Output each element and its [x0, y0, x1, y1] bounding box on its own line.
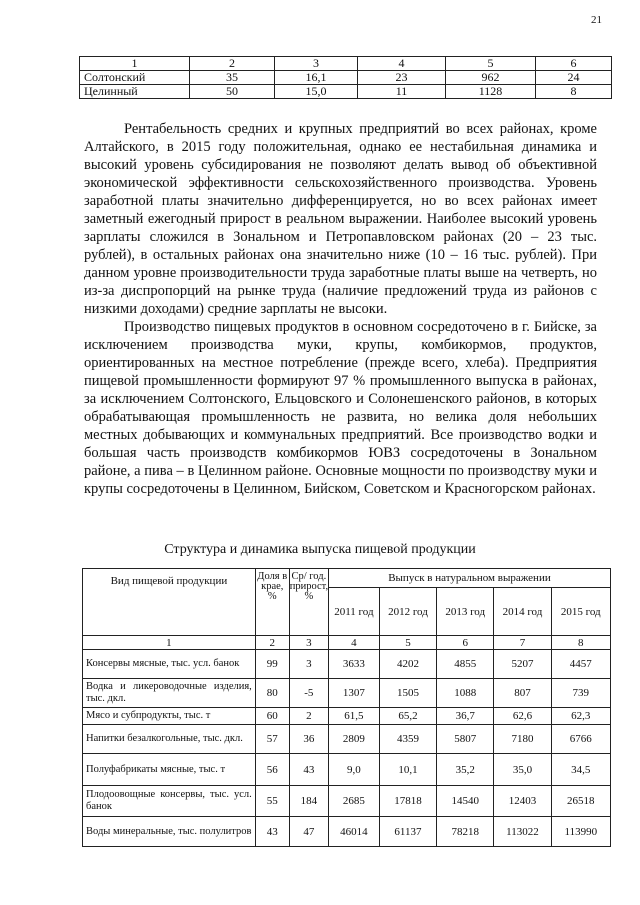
- value-cell: 9,0: [328, 754, 379, 786]
- product-cell: Мясо и субпродукты, тыс. т: [83, 708, 256, 725]
- table-cell: 8: [536, 85, 612, 99]
- value-cell: 4855: [437, 650, 494, 679]
- body-text: [84, 120, 597, 498]
- growth-cell: 47: [289, 817, 328, 847]
- top-table-header-cell: 6: [536, 57, 612, 71]
- value-cell: 34,5: [551, 754, 610, 786]
- share-cell: 57: [255, 725, 289, 754]
- header-year: 2012 год: [379, 588, 436, 636]
- value-cell: 1505: [379, 679, 436, 708]
- header-year: 2014 год: [494, 588, 551, 636]
- column-number: 1: [83, 636, 256, 650]
- table-cell: Солтонский: [80, 71, 190, 85]
- value-cell: 61137: [379, 817, 436, 847]
- value-cell: 35,2: [437, 754, 494, 786]
- table-cell: 23: [358, 71, 446, 85]
- column-number: 7: [494, 636, 551, 650]
- page-number: 21: [591, 14, 602, 26]
- value-cell: 61,5: [328, 708, 379, 725]
- product-cell: Плодоовощные консервы, тыс. усл. банок: [83, 786, 256, 817]
- value-cell: 10,1: [379, 754, 436, 786]
- column-number: 3: [289, 636, 328, 650]
- value-cell: 4359: [379, 725, 436, 754]
- value-cell: 65,2: [379, 708, 436, 725]
- table-row: [83, 708, 611, 725]
- value-cell: 4202: [379, 650, 436, 679]
- header-output: Выпуск в натуральном выражении: [328, 569, 610, 588]
- growth-cell: 43: [289, 754, 328, 786]
- growth-cell: 36: [289, 725, 328, 754]
- column-number: 6: [437, 636, 494, 650]
- value-cell: 739: [551, 679, 610, 708]
- value-cell: 4457: [551, 650, 610, 679]
- value-cell: 807: [494, 679, 551, 708]
- table-row: [83, 650, 611, 679]
- value-cell: 3633: [328, 650, 379, 679]
- table-cell: 11: [358, 85, 446, 99]
- growth-cell: 3: [289, 650, 328, 679]
- share-cell: 43: [255, 817, 289, 847]
- table-title: Структура и динамика выпуска пищевой продукции: [164, 542, 476, 557]
- value-cell: 113022: [494, 817, 551, 847]
- paragraph: Производство пищевых продуктов в основном сосредоточено в г. Бийске, за исключением производства муки, крупы, комбикормов, продуктов, ориентированных на местное потребление (прежде всего, хлеба). Предприятия пищевой промышленности формируют 97 % промышленного выпуска в районах, за исключением Солтонского, Ельцовского и Солонешенского районов, в которых обрабатывающая промышленность не развита, но велика доля небольших местных добывающих и коммунальных предприятий. Все производство водки и большая часть производств комбикормов ЮВЗ сосредоточены в Зональном районе, а пива – в Целинном районе. Основные мощности по производству муки и крупы сосредоточены в Целинном, Бийском, Советском и Красногорском районах.: [84, 319, 597, 497]
- column-number: 2: [255, 636, 289, 650]
- value-cell: 1307: [328, 679, 379, 708]
- value-cell: 46014: [328, 817, 379, 847]
- header-year: 2011 год: [328, 588, 379, 636]
- paragraph: Рентабельность средних и крупных предприятий во всех районах, кроме Алтайского, в 2015 году положительная, однако ее нестабильная динамика и высокий уровень субсидирования не позволяют делать вывод об объективной экономической эффективности сельскохозяйственного производства. Уровень заработной платы значительно дифференцируется, но во всех районах имеет заметный ежегодный прирост в реальном выражении. Наиболее высокий уровень зарплаты сложился в Зональном и Петропавловском районах (20 – 23 тыс. рублей), в остальных районах она значительно ниже (10 – 16 тыс. рублей). При данном уровне производительности труда заработные платы выше на четверть, но из-за диспропорций на рынке труда (наличие предложений труда из районов с низкими доходами) средние зарплаты не высоки.: [84, 121, 597, 317]
- value-cell: 113990: [551, 817, 610, 847]
- growth-cell: 184: [289, 786, 328, 817]
- value-cell: 36,7: [437, 708, 494, 725]
- value-cell: 35,0: [494, 754, 551, 786]
- table-cell: Целинный: [80, 85, 190, 99]
- top-table-header-cell: 3: [275, 57, 358, 71]
- product-cell: Водка и ликероводочные изделия, тыс. дкл.: [83, 679, 256, 708]
- production-table: [82, 568, 611, 847]
- share-cell: 99: [255, 650, 289, 679]
- table-cell: 16,1: [275, 71, 358, 85]
- value-cell: 12403: [494, 786, 551, 817]
- table-row: [83, 725, 611, 754]
- column-number: 8: [551, 636, 610, 650]
- product-cell: Полуфабрикаты мясные, тыс. т: [83, 754, 256, 786]
- top-table-header-row: [80, 57, 612, 71]
- header-product: Вид пищевой продукции: [83, 569, 256, 636]
- table-cell: 1128: [446, 85, 536, 99]
- table-cell: 24: [536, 71, 612, 85]
- value-cell: 6766: [551, 725, 610, 754]
- table-cell: 35: [190, 71, 275, 85]
- table-cell: 962: [446, 71, 536, 85]
- value-cell: 78218: [437, 817, 494, 847]
- column-number: 4: [328, 636, 379, 650]
- column-number-row: [83, 636, 611, 650]
- value-cell: 62,3: [551, 708, 610, 725]
- table-row: [83, 679, 611, 708]
- share-cell: 80: [255, 679, 289, 708]
- value-cell: 17818: [379, 786, 436, 817]
- product-cell: Воды минеральные, тыс. полулитров: [83, 817, 256, 847]
- header-growth: Ср/ год. прирост, %: [289, 569, 328, 636]
- value-cell: 2809: [328, 725, 379, 754]
- share-cell: 55: [255, 786, 289, 817]
- top-table-header-cell: 4: [358, 57, 446, 71]
- table-row: [83, 754, 611, 786]
- column-number: 5: [379, 636, 436, 650]
- value-cell: 5807: [437, 725, 494, 754]
- value-cell: 2685: [328, 786, 379, 817]
- value-cell: 62,6: [494, 708, 551, 725]
- product-cell: Консервы мясные, тыс. усл. банок: [83, 650, 256, 679]
- table-cell: 15,0: [275, 85, 358, 99]
- table-row: [83, 817, 611, 847]
- value-cell: 7180: [494, 725, 551, 754]
- table-row: [80, 71, 612, 85]
- value-cell: 5207: [494, 650, 551, 679]
- top-table: [79, 56, 612, 99]
- growth-cell: -5: [289, 679, 328, 708]
- product-cell: Напитки безалкогольные, тыс. дкл.: [83, 725, 256, 754]
- value-cell: 1088: [437, 679, 494, 708]
- top-table-header-cell: 1: [80, 57, 190, 71]
- table-cell: 50: [190, 85, 275, 99]
- header-share: Доля в крае, %: [255, 569, 289, 636]
- header-year: 2013 год: [437, 588, 494, 636]
- header-year: 2015 год: [551, 588, 610, 636]
- growth-cell: 2: [289, 708, 328, 725]
- share-cell: 60: [255, 708, 289, 725]
- value-cell: 26518: [551, 786, 610, 817]
- value-cell: 14540: [437, 786, 494, 817]
- top-table-header-cell: 2: [190, 57, 275, 71]
- header-row: [83, 569, 611, 588]
- table-row: [83, 786, 611, 817]
- table-row: [80, 85, 612, 99]
- top-table-header-cell: 5: [446, 57, 536, 71]
- share-cell: 56: [255, 754, 289, 786]
